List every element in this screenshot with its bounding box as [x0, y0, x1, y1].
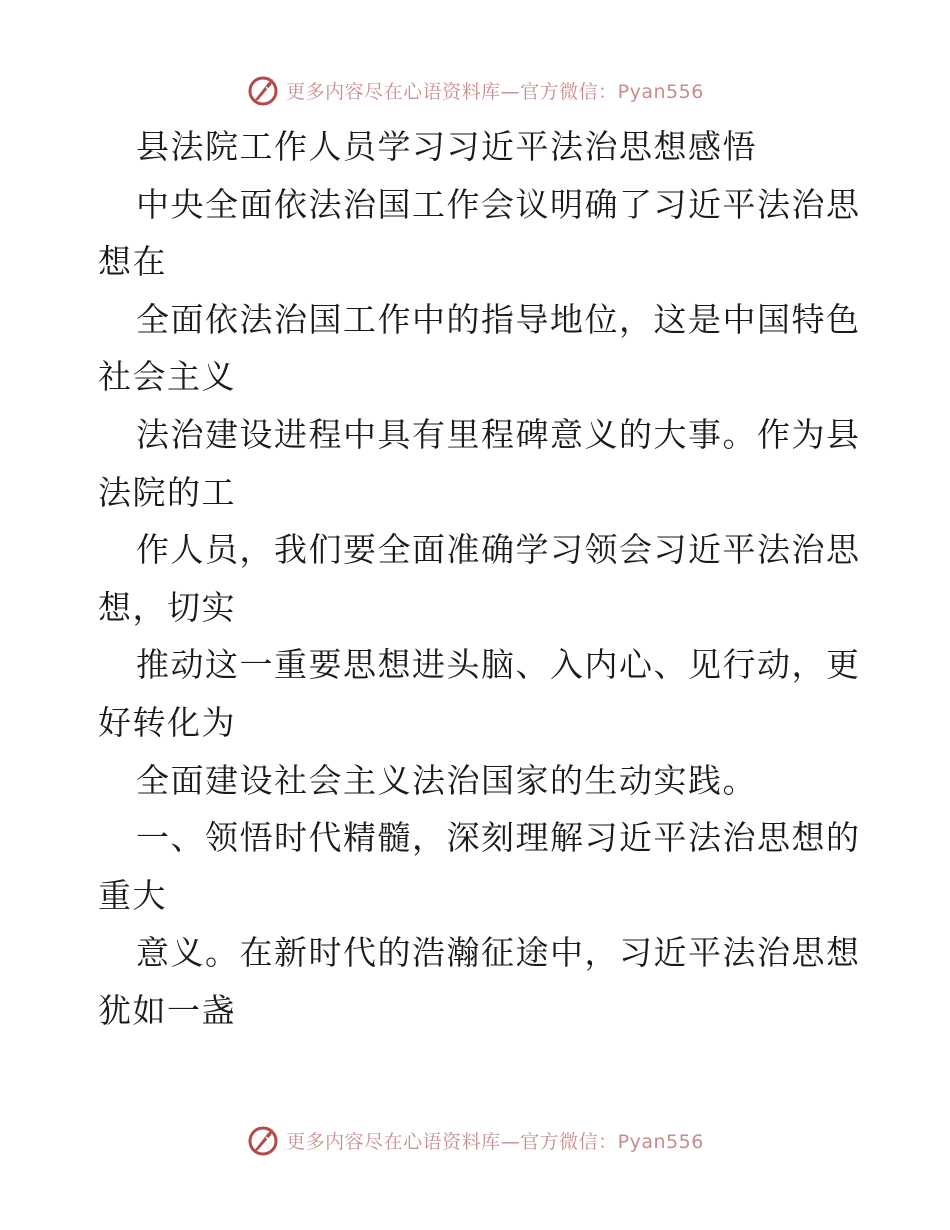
document-title: 县法院工作人员学习习近平法治思想感悟 [136, 127, 757, 166]
text-line: 全面依法治国工作中的指导地位，这是中国特色 [136, 299, 861, 339]
text-line: 一、领悟时代精髓，深刻理解习近平法治思想的 [136, 818, 861, 858]
text-line: 想，切实 [98, 587, 236, 627]
quill-pen-logo-icon [246, 1123, 280, 1157]
text-line: 意义。在新时代的浩瀚征途中，习近平法治思想 [136, 933, 861, 973]
footer-watermark [0, 1120, 950, 1160]
header-watermark [0, 70, 950, 110]
text-line: 社会主义 [98, 357, 236, 397]
text-line: 推动这一重要思想进头脑、入内心、见行动，更 [136, 645, 861, 685]
text-line: 重大 [98, 875, 167, 915]
text-line: 法院的工 [98, 472, 236, 512]
text-line: 中央全面依法治国工作会议明确了习近平法治思 [136, 184, 861, 224]
text-line: 法治建设进程中具有里程碑意义的大事。作为县 [136, 414, 861, 454]
document-body [98, 118, 861, 1040]
watermark-text: 更多内容尽在心语资料库—官方微信：Pyan556 [286, 1130, 704, 1153]
quill-pen-logo-icon [246, 73, 280, 107]
text-line: 好转化为 [98, 702, 236, 742]
text-line: 犹如一盏 [98, 990, 236, 1030]
text-line: 作人员，我们要全面准确学习领会习近平法治思 [136, 530, 861, 570]
text-line: 想在 [98, 242, 167, 282]
watermark-text: 更多内容尽在心语资料库—官方微信：Pyan556 [286, 80, 704, 103]
text-line: 全面建设社会主义法治国家的生动实践。 [136, 760, 757, 800]
